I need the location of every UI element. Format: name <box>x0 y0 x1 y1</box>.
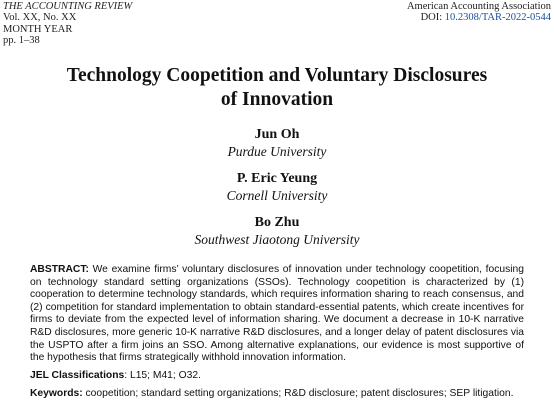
author-name: Jun Oh <box>254 127 300 142</box>
title-line-1: Technology Coopetition and Voluntary Disclosures <box>66 65 488 86</box>
doi-link[interactable]: 10.2308/TAR-2022-0544 <box>444 12 551 24</box>
author-block-3 <box>0 214 554 248</box>
journal-header <box>3 1 132 47</box>
author-affiliation: Purdue University <box>227 144 327 159</box>
jel-codes: : L15; M41; O32. <box>124 370 201 381</box>
keywords-list: coopetition; standard setting organizations; R&D disclosure; patent disclosures; SEP litigation. <box>82 388 514 399</box>
author-affiliation: Southwest Jiaotong University <box>194 232 360 247</box>
author-name: Bo Zhu <box>254 215 300 230</box>
title-line-2: of Innovation <box>220 89 334 110</box>
volume-issue: Vol. XX, No. XX <box>3 12 77 24</box>
jel-classifications <box>30 370 524 383</box>
paper-title <box>0 64 554 112</box>
author-block-2 <box>0 170 554 204</box>
author-name: P. Eric Yeung <box>236 171 318 186</box>
doi-prefix: DOI: <box>420 12 445 24</box>
abstract-label: ABSTRACT: <box>30 264 89 275</box>
abstract <box>30 264 524 365</box>
abstract-text: We examine firms’ voluntary disclosures of innovation under technology coopetition, focusing on technology standard setting organizations (SSOs). Technology coopetition is characterized by (1) cooperation to determine technology standards, which requires information sharing to reach consensus, and (2) competition for standard implementation to obtain standard-essential patents, which create incentives for firms to deviate from the expected level of information sharing. We document a decrease in 10-K narrative R&D disclosures, more generic 10-K narrative R&D disclosures, and a longer delay of patent disclosures via the USPTO after a firm joins an SSO. Among alternative explanations, our evidence is most supportive of the hypothesis that firms strategically withhold innovation information. <box>30 264 524 364</box>
publisher-header <box>407 1 551 24</box>
journal-name: THE ACCOUNTING REVIEW <box>3 1 133 12</box>
page-range: pp. 1–38 <box>3 35 40 47</box>
author-affiliation: Cornell University <box>226 188 328 203</box>
jel-label: JEL Classifications <box>30 370 125 381</box>
keywords-label: Keywords: <box>30 388 83 399</box>
publication-date: MONTH YEAR <box>3 23 73 35</box>
author-block-1 <box>0 126 554 160</box>
keywords <box>30 388 524 401</box>
doi-line <box>407 12 551 23</box>
publisher-name: American Accounting Association <box>406 1 551 12</box>
